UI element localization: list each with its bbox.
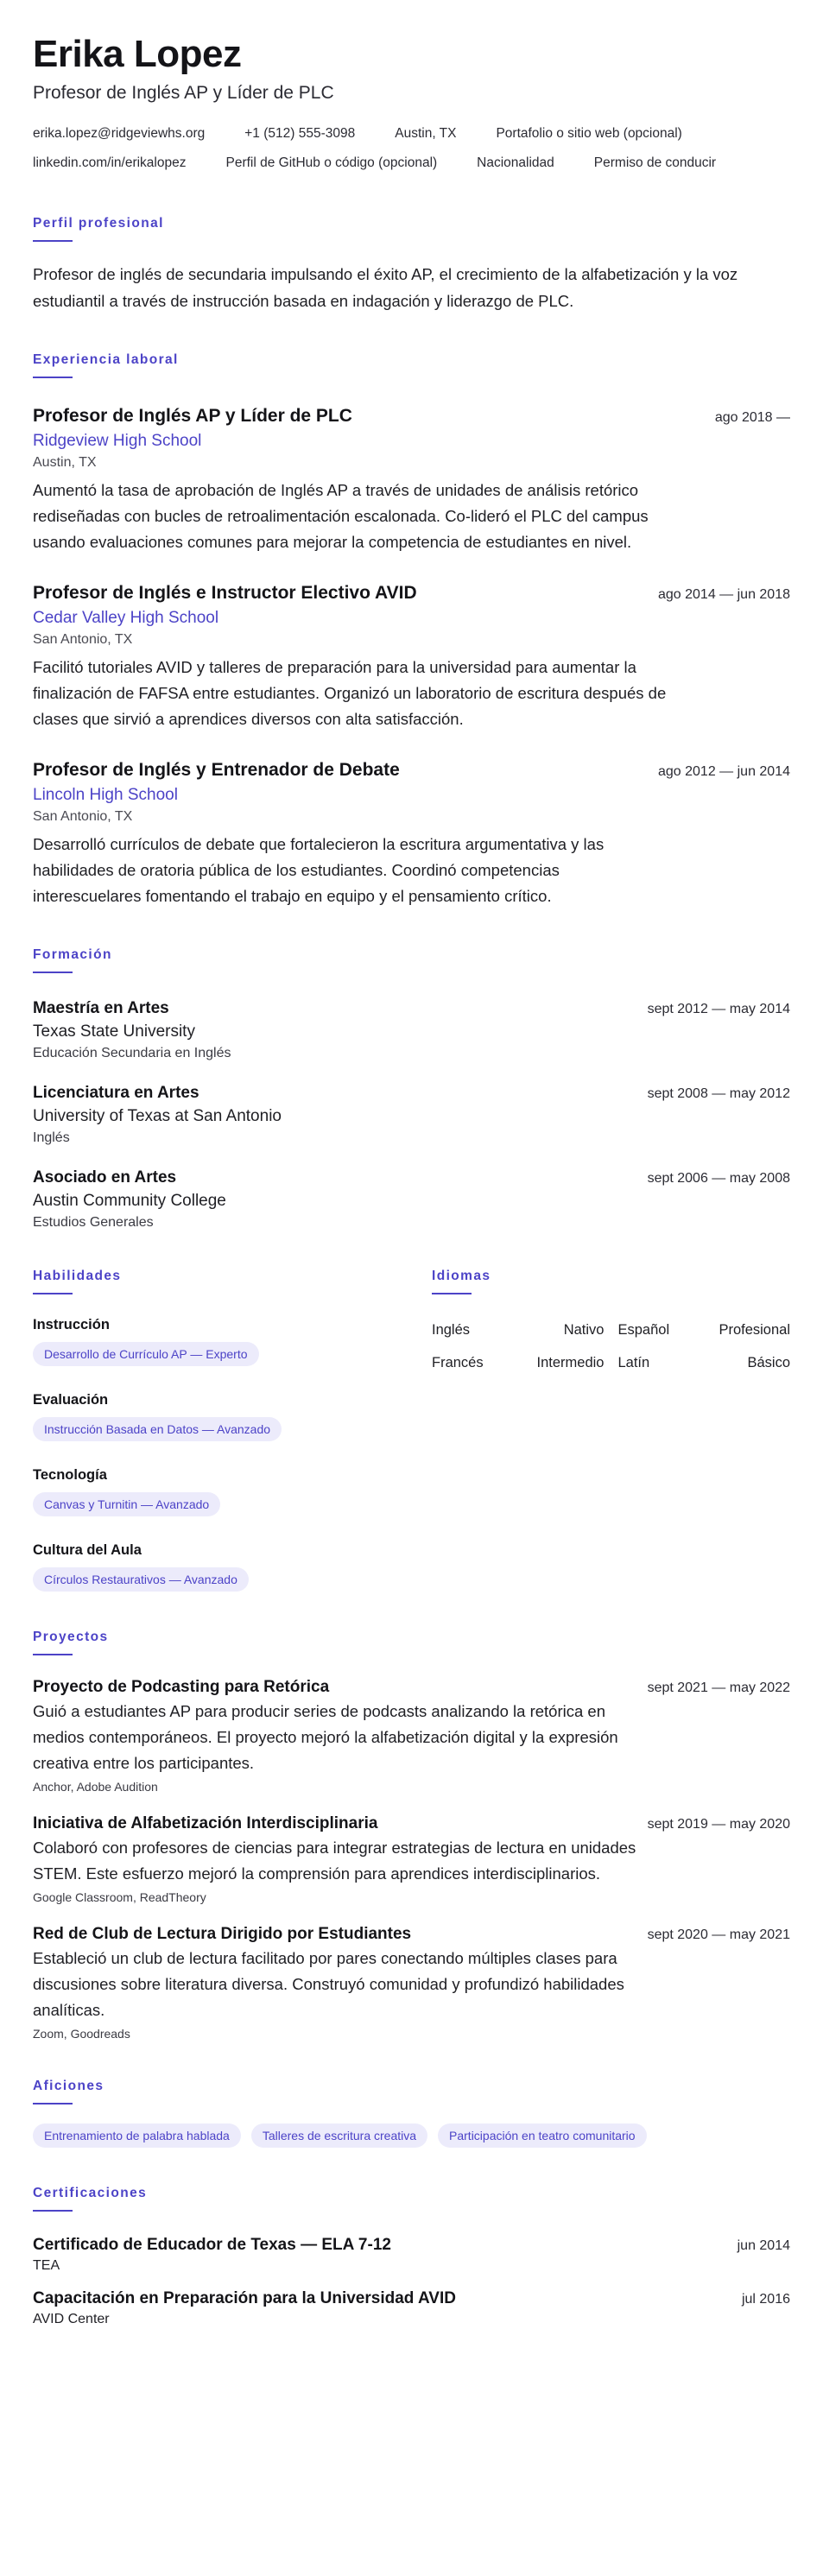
education-degree: Licenciatura en Artes	[33, 1084, 199, 1102]
section-title-education: Formación	[33, 947, 112, 962]
education-degree: Maestría en Artes	[33, 999, 169, 1017]
education-degree: Asociado en Artes	[33, 1168, 177, 1187]
project-description: Colaboró con profesores de ciencias para integrar estrategias de lectura en unidades STEM. Este esfuerzo mejoró la comprensión para aprendices interdisciplinarios.	[33, 1839, 636, 1883]
language-name: Inglés	[432, 1322, 471, 1338]
section-title-skills: Habilidades	[33, 1269, 122, 1283]
contact-driving-license: Permiso de conducir	[593, 155, 717, 170]
skill-category: Tecnología	[33, 1467, 107, 1483]
education-field: Estudios Generales	[33, 1215, 154, 1230]
certification-entry	[33, 2236, 790, 2274]
job-company: Ridgeview High School	[33, 432, 202, 450]
language-item	[618, 1313, 791, 1346]
job-title: Profesor de Inglés y Entrenador de Debate	[33, 760, 400, 780]
section-divider	[33, 377, 73, 378]
profile-summary: Profesor de inglés de secundaria impulsando el éxito AP, el crecimiento de la alfabetización y la voz estudiantil a través de instrucción basada en indagación y liderazgo de PLC.	[33, 265, 738, 310]
job-description: Desarrolló currículos de debate que fortalecieron la escritura argumentativa y las habilidades de oratoria pública de los estudiantes. Coordinó competencias interescuelares fomentando el trabajo en equipo y el pensamiento crítico.	[33, 835, 605, 905]
section-title-certifications: Certificaciones	[33, 2186, 148, 2200]
hobby-list	[33, 2115, 790, 2148]
hobby-chip: Participación en teatro comunitario	[438, 2123, 647, 2148]
contact-linkedin[interactable]: linkedin.com/in/erikalopez	[33, 155, 187, 170]
language-name: Latín	[617, 1355, 650, 1370]
language-item	[432, 1346, 605, 1379]
language-item	[432, 1313, 605, 1346]
language-level: Básico	[747, 1355, 790, 1370]
contact-row-secondary	[33, 149, 790, 178]
education-entry	[33, 1168, 790, 1231]
certification-date: jul 2016	[741, 2292, 790, 2307]
section-title-experience: Experiencia laboral	[33, 352, 179, 367]
language-level: Intermedio	[536, 1355, 605, 1370]
experience-section	[33, 352, 790, 909]
project-title: Proyecto de Podcasting para Retórica	[33, 1678, 330, 1696]
job-title: Profesor de Inglés e Instructor Electivo AVID	[33, 583, 417, 603]
job-company: Cedar Valley High School	[33, 609, 219, 627]
project-tools: Google Classroom, ReadTheory	[33, 1890, 206, 1904]
certifications-section	[33, 2186, 790, 2327]
candidate-name: Erika Lopez	[33, 33, 242, 75]
section-title-projects: Proyectos	[33, 1630, 109, 1644]
resume-header	[33, 31, 790, 178]
skill-category: Evaluación	[33, 1392, 109, 1408]
job-location: San Antonio, TX	[33, 632, 133, 647]
candidate-headline: Profesor de Inglés AP y Líder de PLC	[33, 83, 334, 103]
contact-location: Austin, TX	[395, 126, 457, 141]
certification-entry	[33, 2289, 790, 2327]
section-divider	[33, 2103, 73, 2104]
project-tools: Zoom, Goodreads	[33, 2027, 130, 2041]
job-company: Lincoln High School	[33, 786, 178, 804]
education-entry	[33, 999, 790, 1061]
language-level: Nativo	[563, 1322, 605, 1338]
job-entry	[33, 406, 790, 555]
projects-section	[33, 1630, 790, 2041]
job-entry	[33, 760, 790, 909]
hobbies-section	[33, 2079, 790, 2148]
project-entry	[33, 1925, 790, 2041]
project-entry	[33, 1678, 790, 1794]
job-description: Facilitó tutoriales AVID y talleres de preparación para la universidad para aumentar la finalización de FAFSA entre estudiantes. Organizó un laboratorio de escritura después de clases que sirvió a aprendices diversos con alta satisfacción.	[33, 658, 667, 728]
education-entry	[33, 1084, 790, 1146]
project-description: Guió a estudiantes AP para producir series de podcasts analizando la retórica en medios contemporáneos. El proyecto mejoró la alfabetización digital y la expresión creativa entre los participantes.	[33, 1702, 618, 1772]
education-date: sept 2008 — may 2012	[647, 1086, 790, 1101]
job-date: ago 2014 — jun 2018	[657, 587, 790, 602]
education-school: Austin Community College	[33, 1192, 226, 1210]
job-date: ago 2012 — jun 2014	[657, 764, 790, 779]
contact-portfolio[interactable]: Portafolio o sitio web (opcional)	[496, 126, 682, 141]
certification-issuer: AVID Center	[33, 2312, 110, 2326]
job-description: Aumentó la tasa de aprobación de Inglés AP a través de unidades de análisis retórico rediseñadas con bucles de retroalimentación escalonada. Co-lideró el PLC del campus usando evaluaciones comunes para mejorar la competencia de estudiantes en nivel.	[33, 481, 649, 551]
hobby-chip: Talleres de escritura creativa	[251, 2123, 427, 2148]
section-title-languages: Idiomas	[432, 1269, 491, 1283]
education-field: Educación Secundaria en Inglés	[33, 1046, 231, 1060]
section-divider	[33, 972, 73, 973]
skills-languages-row	[33, 1269, 790, 1592]
section-divider	[432, 1293, 472, 1294]
skill-chip: Círculos Restaurativos — Avanzado	[33, 1567, 249, 1592]
education-school: Texas State University	[33, 1022, 195, 1041]
project-date: sept 2020 — may 2021	[647, 1927, 790, 1942]
job-date: ago 2018 —	[714, 410, 790, 425]
hobby-chip: Entrenamiento de palabra hablada	[33, 2123, 241, 2148]
language-item	[618, 1346, 791, 1379]
education-field: Inglés	[33, 1130, 70, 1145]
section-divider	[33, 1654, 73, 1655]
profile-section	[33, 216, 790, 314]
project-description: Estableció un club de lectura facilitado por pares conectando múltiples clases para discusiones sobre literatura diversa. Construyó comunidad y profundizó habilidades analíticas.	[33, 1949, 624, 2019]
section-title-hobbies: Aficiones	[33, 2079, 104, 2093]
contact-github[interactable]: Perfil de GitHub o código (opcional)	[225, 155, 438, 170]
project-date: sept 2021 — may 2022	[647, 1680, 790, 1695]
contact-row-primary	[33, 119, 790, 149]
project-entry	[33, 1814, 790, 1904]
skill-chip: Instrucción Basada en Datos — Avanzado	[33, 1417, 282, 1441]
job-location: San Antonio, TX	[33, 809, 133, 824]
certification-title: Certificado de Educador de Texas — ELA 7-12	[33, 2236, 391, 2254]
contact-email[interactable]: erika.lopez@ridgeviewhs.org	[33, 126, 206, 141]
language-name: Francés	[432, 1355, 484, 1370]
certification-issuer: TEA	[33, 2258, 60, 2273]
job-location: Austin, TX	[33, 455, 97, 470]
section-divider	[33, 2210, 73, 2212]
language-level: Profesional	[719, 1322, 790, 1338]
job-title: Profesor de Inglés AP y Líder de PLC	[33, 406, 352, 426]
education-section	[33, 947, 790, 1231]
certification-title: Capacitación en Preparación para la Universidad AVID	[33, 2289, 456, 2307]
project-title: Red de Club de Lectura Dirigido por Estudiantes	[33, 1925, 412, 1943]
language-name: Español	[617, 1322, 670, 1338]
contact-nationality: Nacionalidad	[477, 155, 554, 170]
education-date: sept 2012 — may 2014	[647, 1002, 790, 1016]
skill-category: Instrucción	[33, 1317, 110, 1332]
skill-chip: Canvas y Turnitin — Avanzado	[33, 1492, 220, 1516]
skills-section	[33, 1269, 432, 1592]
certification-date: jun 2014	[737, 2238, 790, 2253]
section-title-profile: Perfil profesional	[33, 216, 164, 231]
education-school: University of Texas at San Antonio	[33, 1107, 282, 1125]
section-divider	[33, 240, 73, 242]
language-list	[432, 1313, 790, 1379]
education-date: sept 2006 — may 2008	[647, 1171, 790, 1186]
skill-category: Cultura del Aula	[33, 1542, 142, 1558]
project-tools: Anchor, Adobe Audition	[33, 1780, 158, 1794]
section-divider	[33, 1293, 73, 1294]
project-date: sept 2019 — may 2020	[647, 1817, 790, 1832]
contact-phone[interactable]: +1 (512) 555-3098	[244, 126, 356, 141]
skill-chip: Desarrollo de Currículo AP — Experto	[33, 1342, 259, 1366]
languages-section	[432, 1269, 790, 1592]
job-entry	[33, 583, 790, 732]
project-title: Iniciativa de Alfabetización Interdisciplinaria	[33, 1814, 378, 1832]
